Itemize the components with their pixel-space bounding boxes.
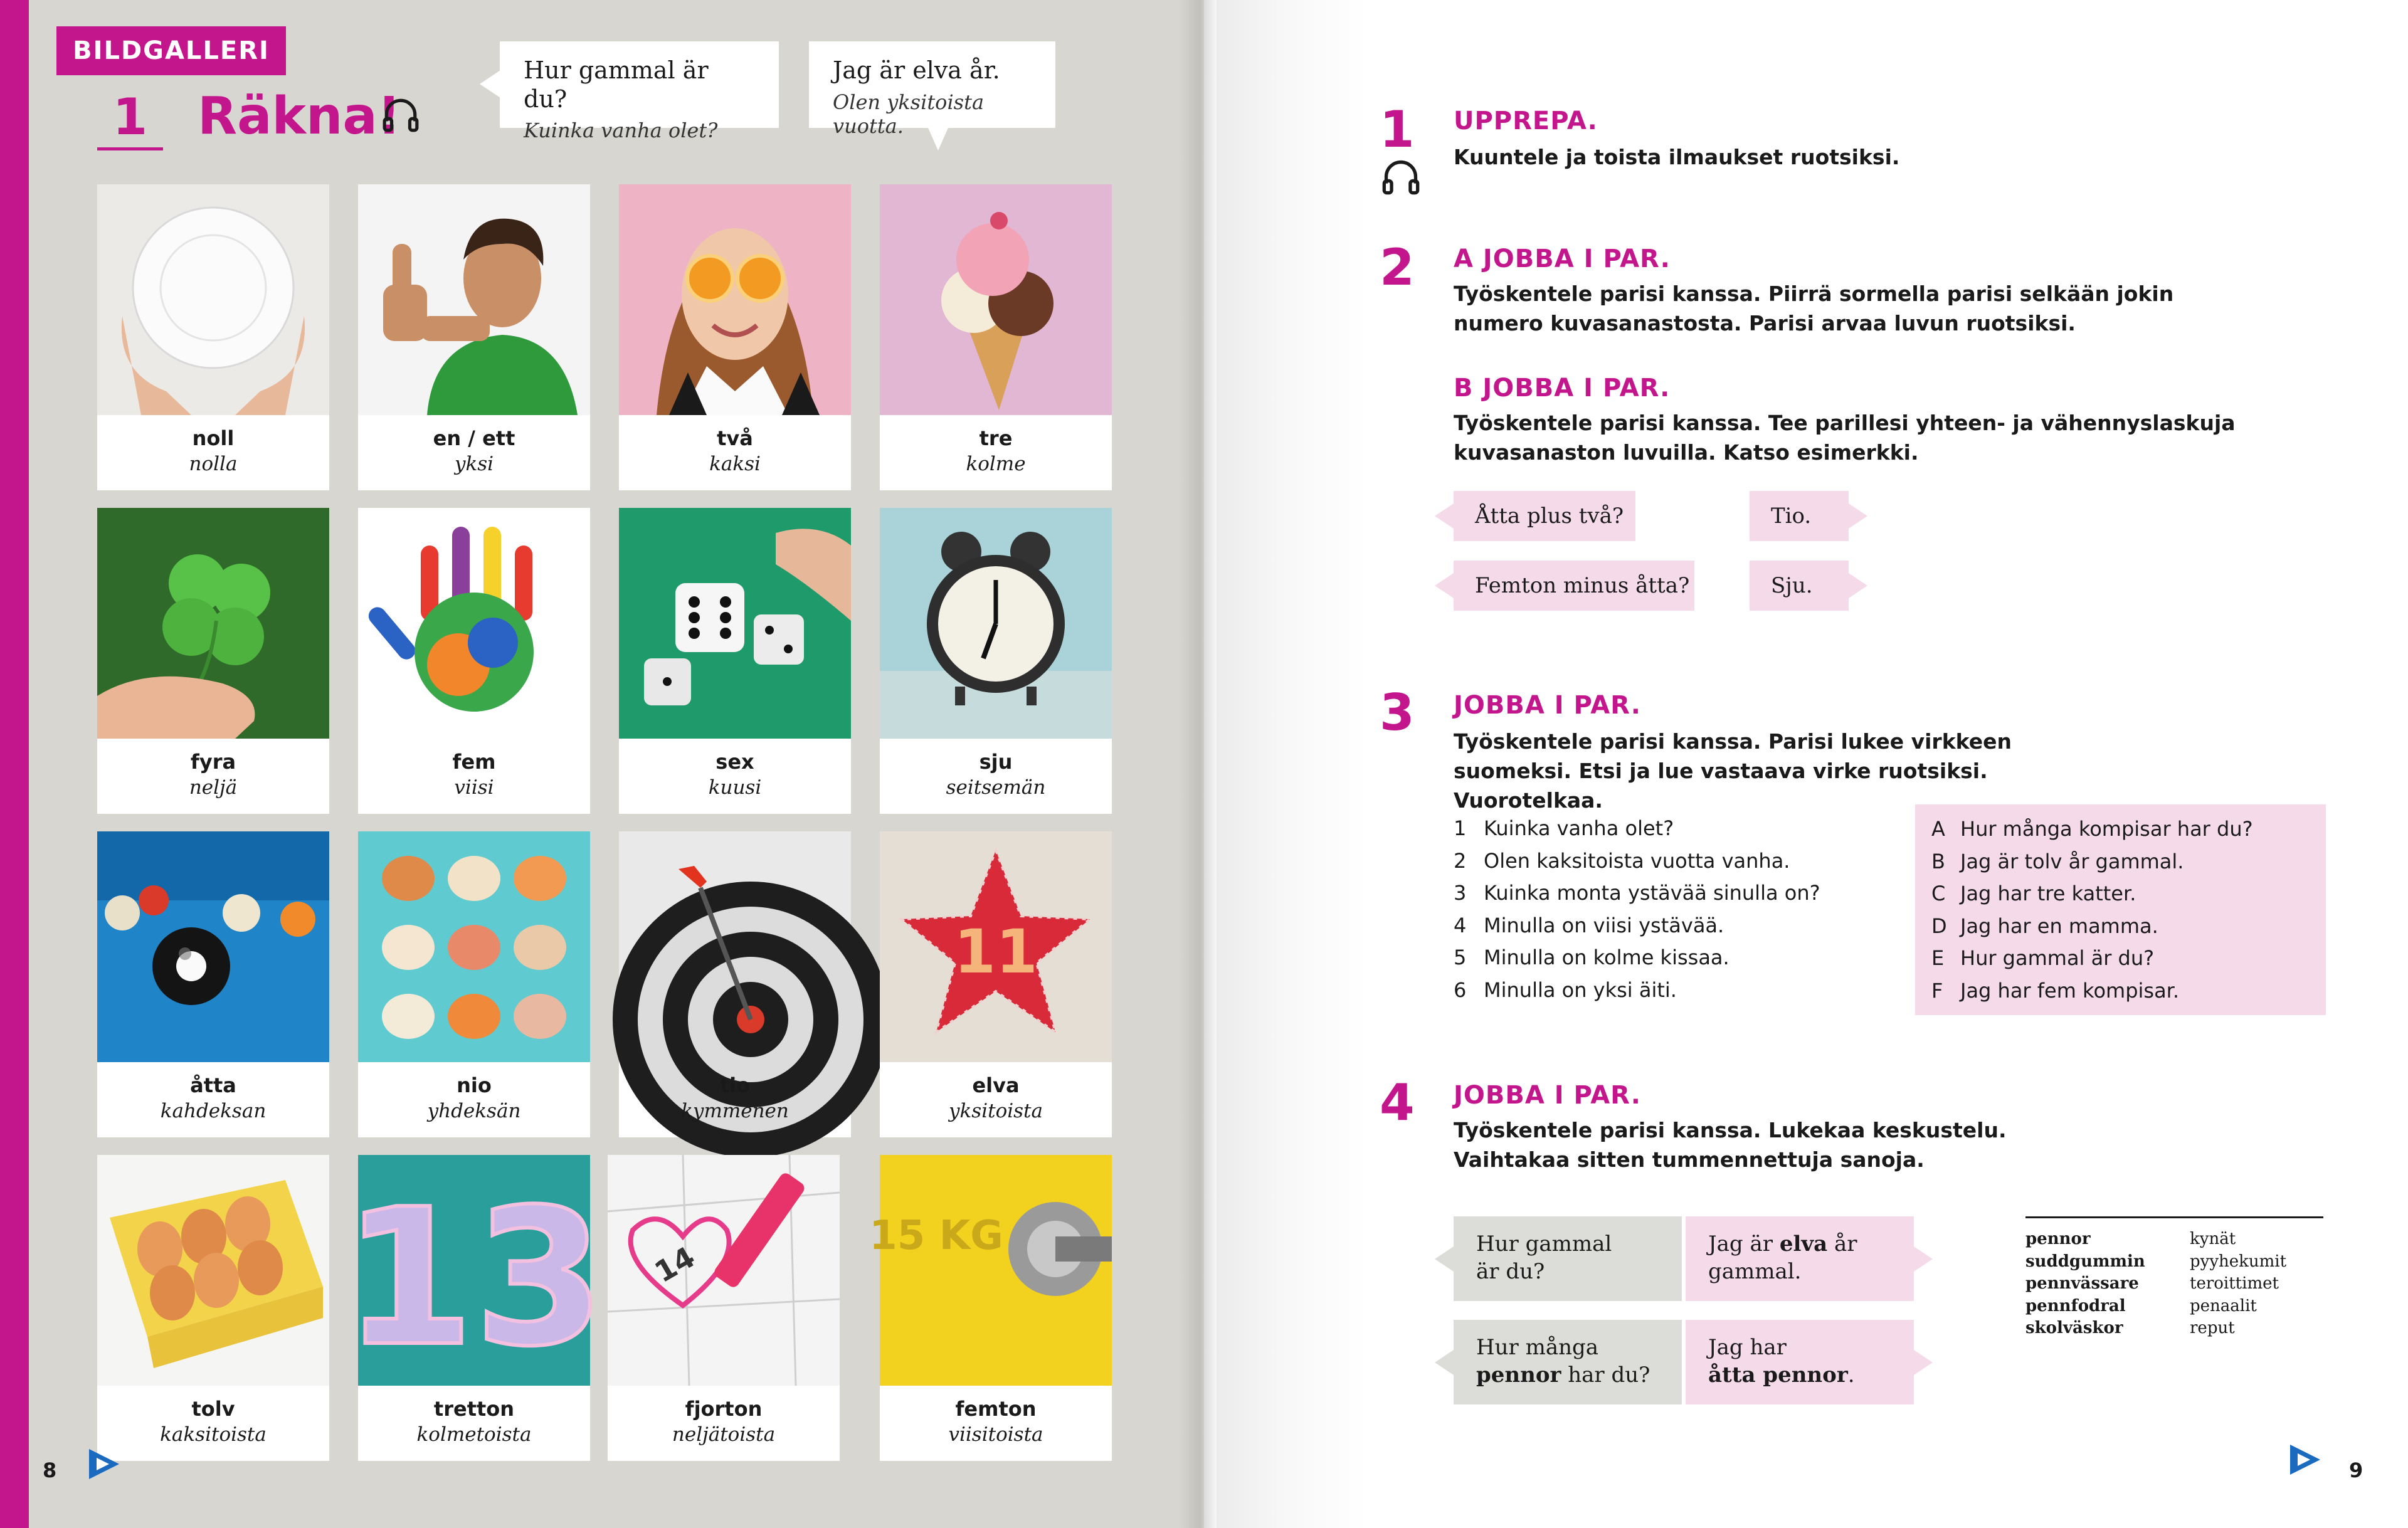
- item-key: D: [1931, 914, 1947, 938]
- list-item: [1454, 978, 1905, 1011]
- exercise-heading: JOBBA I PAR.: [1454, 691, 1641, 720]
- example-question: [1454, 561, 1694, 611]
- dialogue-line: [1708, 1230, 1891, 1258]
- item-text: Kuinka monta ystävää sinulla on?: [1484, 881, 1820, 905]
- word-finnish: yhdeksän: [427, 1100, 521, 1122]
- word-finnish: nolla: [189, 453, 238, 475]
- bubble-tail: [1914, 1350, 1933, 1375]
- word-swedish: två: [717, 426, 753, 450]
- word-finnish: viisi: [454, 776, 494, 799]
- speech-bubble-answer: [809, 41, 1055, 138]
- list-item: [1454, 914, 1905, 946]
- picture-card: [869, 1155, 1112, 1461]
- vocab-swedish: suddgummin: [2025, 1251, 2145, 1271]
- dialogue-text: .: [1847, 1362, 1855, 1388]
- exercise-number: 4: [1380, 1073, 1415, 1132]
- exercise-heading: A JOBBA I PAR.: [1454, 245, 1671, 273]
- list-item: [1931, 882, 2310, 914]
- picture-card: [358, 831, 590, 1137]
- dialogue-line: gammal.: [1708, 1259, 1802, 1285]
- example-answer-text: Sju.: [1771, 573, 1813, 598]
- word-swedish: åtta: [190, 1073, 236, 1097]
- dialogue-line: Hur många: [1476, 1335, 1599, 1360]
- dialogue-text: har du?: [1561, 1362, 1650, 1388]
- dialogue-question-1: [1454, 1216, 1682, 1301]
- calendar-label: 14: [648, 1240, 701, 1290]
- speech-bubble-question: [500, 41, 779, 143]
- section-tag: BILDGALLERI: [56, 26, 286, 75]
- word-swedish: fjorton: [685, 1397, 763, 1421]
- item-key: E: [1931, 946, 1945, 970]
- page-title: Räkna!: [198, 87, 401, 146]
- bubble-tail: [928, 128, 948, 150]
- word-swedish: noll: [192, 426, 235, 450]
- egg-carton-icon: [97, 1155, 329, 1386]
- weight-plate-icon: [869, 1155, 1112, 1386]
- painted-hand-icon: [358, 508, 590, 739]
- dialogue-highlight: åtta pennor: [1708, 1362, 1848, 1388]
- dialogue-text: Jag är: [1708, 1231, 1780, 1257]
- word-swedish: tretton: [433, 1397, 515, 1421]
- picture-card: [880, 508, 1112, 814]
- item-text: Minulla on kolme kissaa.: [1484, 946, 1729, 969]
- list-item: [1931, 914, 2310, 947]
- item-text: Hur gammal är du?: [1960, 946, 2155, 970]
- item-key: B: [1931, 849, 1945, 873]
- list-item: [1454, 816, 1905, 849]
- vocabulary-list: [2025, 1216, 2323, 1341]
- picture-card: [619, 184, 851, 490]
- vocab-row: [2025, 1297, 2323, 1319]
- example-question-text: Femton minus åtta?: [1475, 573, 1690, 598]
- seashells-icon: [358, 831, 590, 1062]
- list-item: [1931, 946, 2310, 979]
- star-eleven-icon: [880, 831, 1112, 1062]
- item-text: Minulla on viisi ystävää.: [1484, 913, 1724, 937]
- billiard-ball-icon: [97, 831, 329, 1062]
- word-swedish: nio: [457, 1073, 492, 1097]
- ice-cream-cone-icon: [880, 184, 1112, 415]
- picture-card: [97, 1155, 329, 1461]
- word-finnish: kolmetoista: [416, 1423, 532, 1446]
- number-underline: [97, 147, 163, 150]
- balloon-label: 13: [343, 1169, 605, 1388]
- example-answer: [1750, 491, 1849, 541]
- word-finnish: kuusi: [708, 776, 762, 799]
- calendar-heart-icon: [608, 1155, 840, 1386]
- four-leaf-clover-icon: [97, 508, 329, 739]
- word-swedish: femton: [955, 1397, 1037, 1421]
- bubble-tail: [1435, 1350, 1454, 1375]
- bubble-tail: [1435, 1246, 1454, 1272]
- word-swedish: tio: [719, 1073, 751, 1097]
- bubble-swedish: Jag är elva år.: [833, 56, 1000, 84]
- dialogue-line: Jag har: [1708, 1335, 1787, 1360]
- item-key: 6: [1454, 977, 1467, 1002]
- dartboard-icon: [619, 831, 851, 1062]
- item-key: A: [1931, 817, 1945, 841]
- dialogue-line: är du?: [1476, 1259, 1545, 1285]
- word-swedish: en / ett: [433, 426, 515, 450]
- example-question-text: Åtta plus två?: [1475, 503, 1624, 529]
- word-finnish: yksi: [454, 453, 494, 475]
- dialogue-text: år: [1827, 1231, 1857, 1257]
- list-item: [1454, 946, 1905, 978]
- item-key: 5: [1454, 946, 1467, 969]
- word-finnish: seitsemän: [946, 776, 1046, 799]
- exercise-heading: UPPREPA.: [1454, 107, 1598, 135]
- item-key: F: [1931, 978, 1943, 1003]
- exercise-instruction: Kuuntele ja toista ilmaukset ruotsiksi.: [1454, 145, 1900, 169]
- word-swedish: tolv: [191, 1397, 235, 1421]
- item-text: Jag har tre katter.: [1960, 882, 2136, 905]
- word-finnish: kymmenen: [681, 1100, 789, 1122]
- vocab-swedish: pennvässare: [2025, 1274, 2139, 1293]
- publisher-logo-icon: [85, 1446, 123, 1482]
- headphones-icon[interactable]: [1381, 157, 1421, 197]
- exercise-number: 1: [112, 88, 148, 146]
- word-finnish: kaksi: [709, 453, 761, 475]
- page-fold: [1179, 0, 1217, 1528]
- word-finnish: kahdeksan: [160, 1100, 267, 1122]
- picture-card: [619, 508, 851, 814]
- picture-card: [880, 831, 1112, 1137]
- bubble-tail: [1849, 573, 1867, 598]
- exercise-number: 3: [1380, 683, 1415, 742]
- example-question: [1454, 491, 1635, 541]
- exercise-instruction: Työskentele parisi kanssa. Tee parillesi yhteen- ja vähennyslaskuja kuvasanaston luvuilla. Katso esimerkki.: [1454, 411, 2236, 465]
- vocab-swedish: skolväskor: [2025, 1319, 2123, 1337]
- balloon-thirteen-icon: [343, 1155, 605, 1388]
- word-finnish: yksitoista: [948, 1100, 1043, 1122]
- item-text: Kuinka vanha olet?: [1484, 816, 1674, 840]
- word-finnish: viisitoista: [948, 1423, 1043, 1446]
- word-swedish: elva: [972, 1073, 1020, 1097]
- vocab-row: [2025, 1252, 2323, 1275]
- picture-card: [97, 831, 329, 1137]
- exercise-instruction: Työskentele parisi kanssa. Piirrä sormella parisi selkään jokin numero kuvasanastosta. Parisi arvaa luvun ruotsiksi.: [1454, 282, 2174, 335]
- picture-card: [358, 508, 590, 814]
- word-swedish: tre: [979, 426, 1013, 450]
- item-key: 2: [1454, 848, 1467, 873]
- exercise-heading: JOBBA I PAR.: [1454, 1081, 1641, 1110]
- item-key: 3: [1454, 881, 1467, 905]
- item-text: Hur många kompisar har du?: [1960, 817, 2253, 841]
- vocab-finnish: teroittimet: [2190, 1274, 2279, 1293]
- word-finnish: neljä: [189, 776, 238, 799]
- vocab-swedish: pennfodral: [2025, 1296, 2126, 1315]
- exercise-instruction: Työskentele parisi kanssa. Lukekaa keskustelu. Vaihtakaa sitten tummennettuja sanoja.: [1454, 1118, 2007, 1172]
- list-item: [1931, 850, 2310, 882]
- item-text: Jag har en mamma.: [1960, 914, 2158, 938]
- bubble-swedish: Hur gammal är du?: [524, 56, 709, 113]
- vocab-finnish: reput: [2190, 1319, 2235, 1337]
- word-swedish: fyra: [190, 750, 236, 774]
- dialogue-highlight: pennor: [1476, 1362, 1561, 1388]
- weight-label: 15 KG: [869, 1213, 1003, 1259]
- vocab-swedish: pennor: [2025, 1230, 2091, 1248]
- bubble-tail: [1435, 503, 1454, 529]
- magenta-edge-bar: [0, 0, 29, 1528]
- item-text: Jag har fem kompisar.: [1960, 978, 2180, 1003]
- bubble-tail: [1849, 503, 1867, 529]
- page-number-right: 9: [2349, 1458, 2363, 1482]
- word-finnish: kolme: [966, 453, 1026, 475]
- picture-card: [880, 184, 1112, 490]
- bubble-tail: [1435, 573, 1454, 598]
- bubble-finnish: Kuinka vanha olet?: [524, 119, 718, 143]
- item-key: C: [1931, 882, 1946, 905]
- word-swedish: sju: [979, 750, 1013, 774]
- vocab-row: [2025, 1230, 2323, 1252]
- dialogue-answer-1: [1686, 1216, 1914, 1301]
- picture-card: [358, 184, 590, 490]
- dialogue-question-2: [1454, 1320, 1682, 1404]
- list-item: [1931, 817, 2310, 850]
- headphones-icon[interactable]: [381, 95, 420, 134]
- exercise-number: 1: [1380, 100, 1415, 159]
- vocab-finnish: kynät: [2190, 1230, 2236, 1248]
- item-text: Minulla on yksi äiti.: [1484, 977, 1677, 1002]
- picture-card: [608, 1155, 840, 1461]
- swedish-sentence-list: [1915, 804, 2326, 1015]
- thumbs-up-boy-icon: [358, 184, 590, 415]
- list-item: [1454, 849, 1905, 882]
- exercise-number: 2: [1380, 238, 1415, 297]
- page-number-left: 8: [43, 1458, 57, 1482]
- list-item: [1931, 979, 2310, 1011]
- exercise-instruction: Työskentele parisi kanssa. Parisi lukee virkkeen suomeksi. Etsi ja lue vastaava virke ruotsiksi. Vuorotelkaa.: [1454, 729, 2012, 813]
- exercise-heading: B JOBBA I PAR.: [1454, 374, 1671, 403]
- picture-card: [619, 831, 851, 1137]
- star-label: 11: [954, 917, 1038, 987]
- picture-card: [343, 1155, 605, 1461]
- item-key: 1: [1454, 816, 1467, 840]
- picture-card: [97, 508, 329, 814]
- word-swedish: sex: [716, 750, 754, 774]
- vocab-finnish: pyyhekumit: [2190, 1251, 2287, 1271]
- item-key: 4: [1454, 913, 1467, 937]
- alarm-clock-icon: [880, 508, 1112, 739]
- dialogue-line: [1708, 1361, 1891, 1389]
- word-finnish: kaksitoista: [160, 1423, 267, 1446]
- dialogue-line: [1476, 1361, 1659, 1389]
- plate-icon: [97, 184, 329, 415]
- list-item: [1454, 881, 1905, 914]
- dice-icon: [619, 508, 851, 739]
- item-text: Jag är tolv år gammal.: [1960, 849, 2184, 873]
- vocab-finnish: penaalit: [2190, 1296, 2257, 1315]
- word-swedish: fem: [452, 750, 496, 774]
- publisher-logo-icon: [2286, 1442, 2324, 1477]
- bubble-tail: [1914, 1246, 1933, 1272]
- vocab-row: [2025, 1274, 2323, 1297]
- example-answer-text: Tio.: [1771, 503, 1812, 529]
- dialogue-line: Hur gammal: [1476, 1231, 1612, 1257]
- bubble-tail: [480, 70, 500, 98]
- item-text: Olen kaksitoista vuotta vanha.: [1484, 848, 1790, 873]
- girl-with-oranges-icon: [619, 184, 851, 415]
- vocab-row: [2025, 1319, 2323, 1341]
- word-finnish: neljätoista: [672, 1423, 776, 1446]
- dialogue-answer-2: [1686, 1320, 1914, 1404]
- dialogue-highlight: elva: [1779, 1231, 1828, 1257]
- finnish-sentence-list: [1454, 816, 1905, 1010]
- picture-card: [97, 184, 329, 490]
- example-answer: [1750, 561, 1849, 611]
- bubble-finnish: Olen yksitoista vuotta.: [833, 90, 985, 138]
